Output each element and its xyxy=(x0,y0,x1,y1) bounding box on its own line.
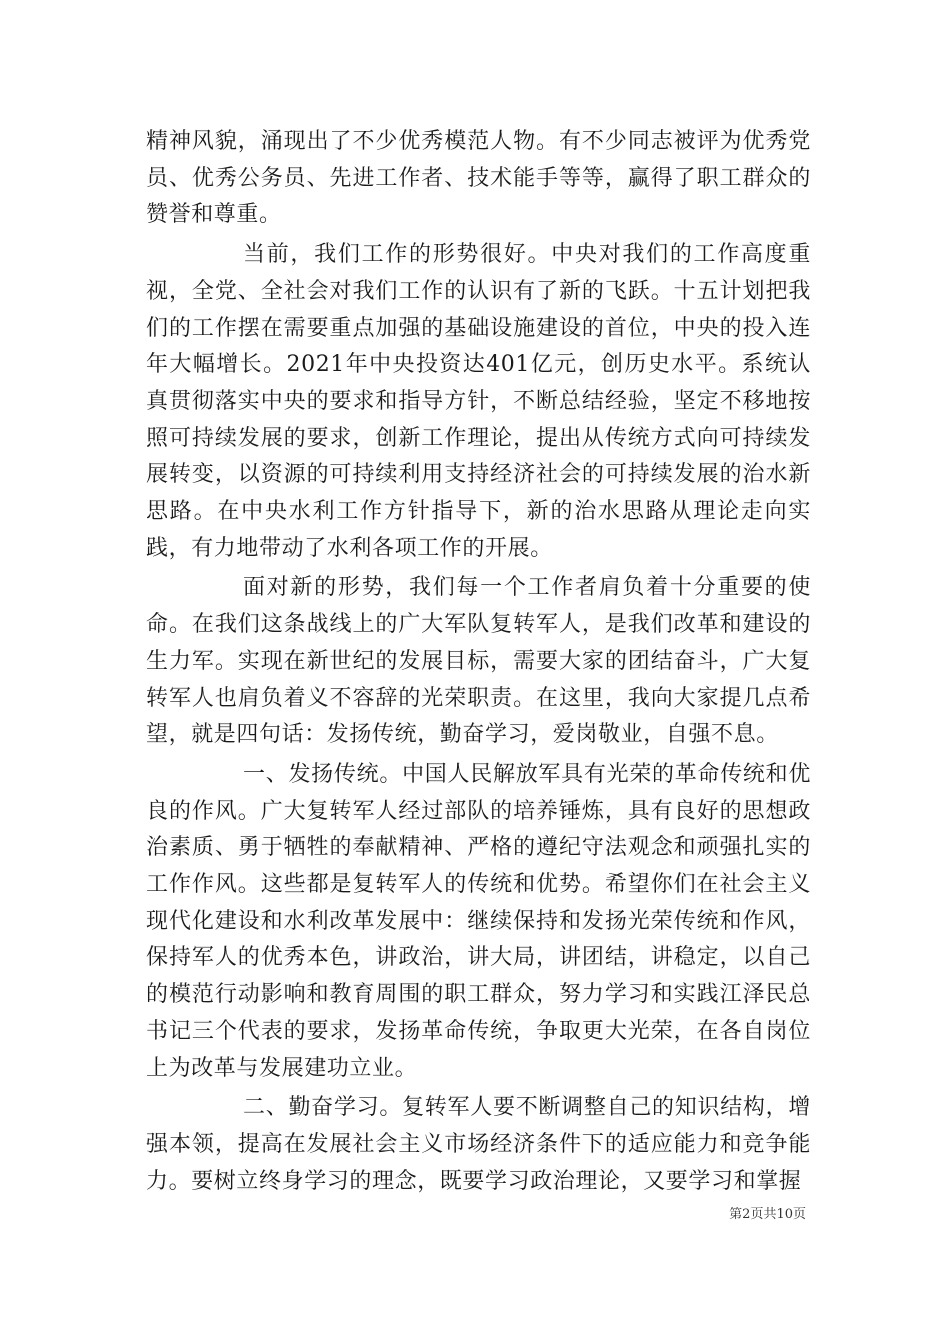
paragraph-new-situation: 面对新的形势，我们每一个工作者肩负着十分重要的使命。在我们这条战线上的广大军队复转军人，是我们改革和建设的生力军。实现在新世纪的发展目标，需要大家的团结奋斗，广大复转军人也肩负着义不容辞的光荣职责。在这里，我向大家提几点希望，就是四句话：发扬传统，勤奋学习，爱岗敬业，自强不息。 xyxy=(146,575,811,748)
paragraph-continued: 精神风貌，涌现出了不少优秀模范人物。有不少同志被评为优秀党员、优秀公务员、先进工作者、技术能手等等，赢得了职工群众的赞誉和尊重。 xyxy=(146,129,811,228)
paragraph-diligent-study: 二、勤奋学习。复转军人要不断调整自己的知识结构，增强本领，提高在发展社会主义市场经济条件下的适应能力和竞争能力。要树立终身学习的理念，既要学习政治理论，又要学习和掌握 xyxy=(146,1095,811,1194)
paragraph-carry-forward-tradition: 一、发扬传统。中国人民解放军具有光荣的革命传统和优良的作风。广大复转军人经过部队的培养锤炼，具有良好的思想政治素质、勇于牺牲的奉献精神、严格的遵纪守法观念和顽强扎实的工作作风。这些都是复转军人的传统和优势。希望你们在社会主义现代化建设和水利改革发展中：继续保持和发扬光荣传统和作风，保持军人的优秀本色，讲政治，讲大局，讲团结，讲稳定，以自己的模范行动影响和教育周围的职工群众，努力学习和实践江泽民总书记三个代表的要求，发扬革命传统，争取更大光荣，在各自岗位上为改革与发展建功立业。 xyxy=(146,761,811,1081)
page-number-footer: 第2页共10页 xyxy=(729,1207,806,1222)
document-body xyxy=(146,124,811,1200)
paragraph-current-situation: 当前，我们工作的形势很好。中央对我们的工作高度重视，全党、全社会对我们工作的认识有了新的飞跃。十五计划把我们的工作摆在需要重点加强的基础设施建设的首位，中央的投入连年大幅增长。2021年中央投资达401亿元，创历史水平。系统认真贯彻落实中央的要求和指导方针，不断总结经验，坚定不移地按照可持续发展的要求，创新工作理论，提出从传统方式向可持续发展转变，以资源的可持续利用支持经济社会的可持续发展的治水新思路。在中央水利工作方针指导下，新的治水思路从理论走向实践，有力地带动了水利各项工作的开展。 xyxy=(146,242,811,561)
